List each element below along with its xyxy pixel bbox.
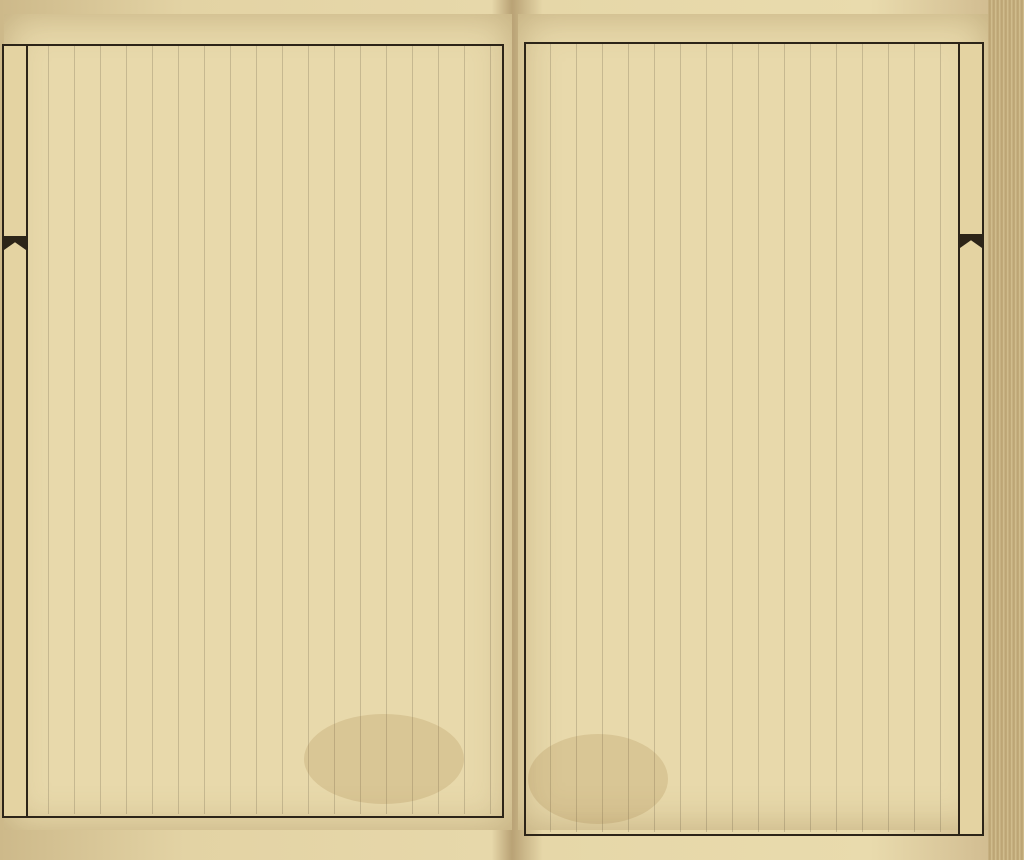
paper-stain <box>304 714 464 804</box>
right-page <box>518 14 988 830</box>
page-margin-strip <box>958 42 984 836</box>
left-page-body-text <box>28 54 496 806</box>
fishtail-mark-icon <box>4 236 26 250</box>
volume-number <box>4 266 26 326</box>
volume-number <box>960 264 982 324</box>
book-page-edges <box>988 0 1024 860</box>
fishtail-mark-icon <box>960 234 982 248</box>
page-number <box>4 606 26 646</box>
book-title <box>960 56 982 226</box>
book-title <box>4 58 26 228</box>
page-margin-strip <box>2 44 28 818</box>
right-page-body-text <box>530 52 954 824</box>
left-page <box>4 14 512 830</box>
paper-stain <box>528 734 668 824</box>
